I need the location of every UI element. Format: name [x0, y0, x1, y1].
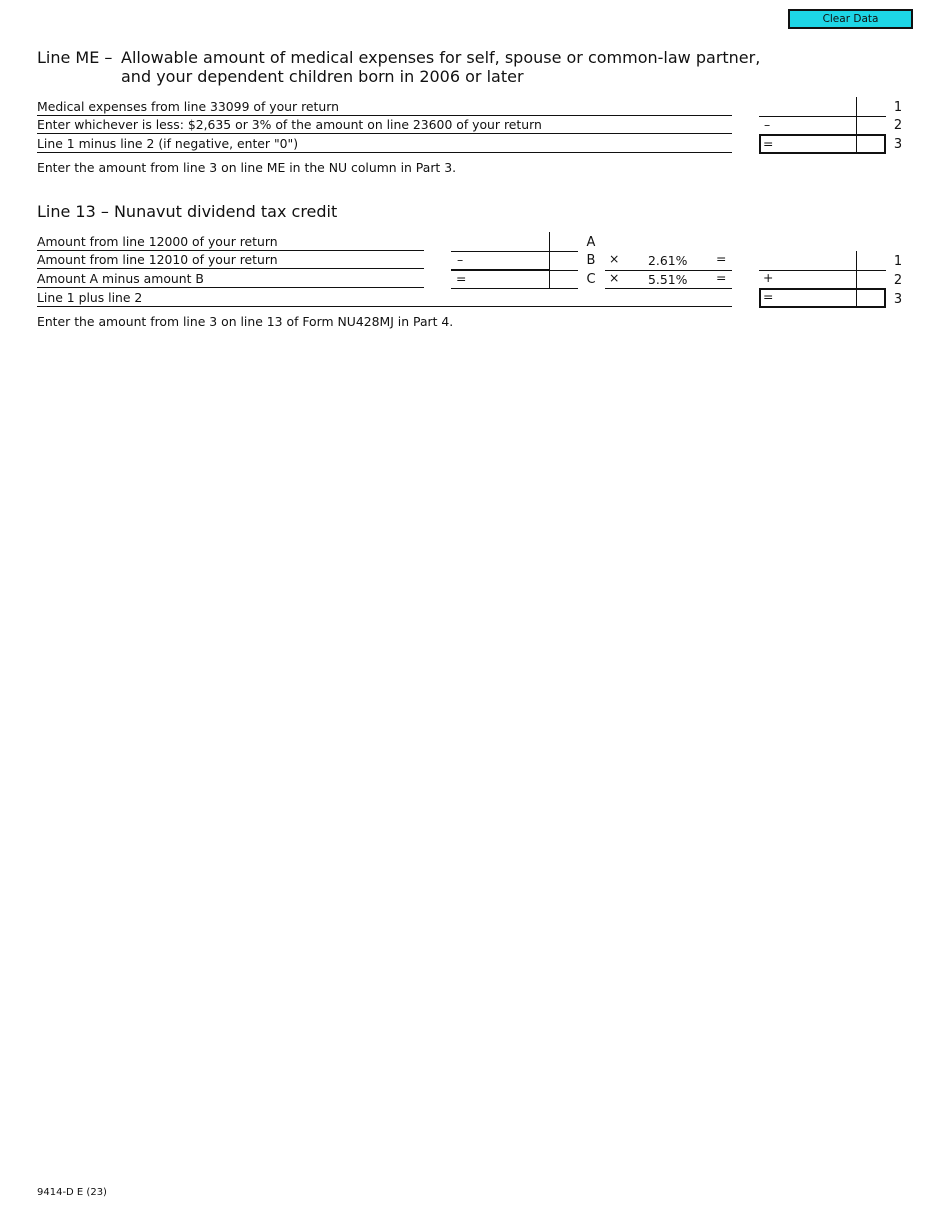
s13-line-number-1: 1	[893, 254, 903, 269]
me-row-2-cents-divider	[856, 116, 857, 135]
me-note: Enter the amount from line 3 on line ME in the NU column in Part 3.	[37, 160, 457, 175]
s13-line-number-2: 2	[893, 273, 903, 288]
s13-row-3-times: ×	[609, 270, 620, 285]
s13-row-4-label: Line 1 plus line 2	[37, 289, 732, 307]
s13-amount-a-dollars-input[interactable]	[451, 234, 548, 250]
s13-row-3-right-operator: +	[763, 270, 774, 285]
s13-letter-b: B	[586, 253, 596, 268]
me-line-number-1: 1	[893, 100, 903, 115]
s13-letter-a: A	[586, 235, 596, 250]
s13-rate-1: 2.61%	[648, 253, 688, 268]
s13-row-1-label: Amount from line 12000 of your return	[37, 233, 424, 251]
s13-amount-cents-divider	[549, 232, 550, 289]
s13-amount-a-underline	[451, 251, 578, 252]
s13-row-2-times: ×	[609, 251, 620, 266]
s13-row-3-label: Amount A minus amount B	[37, 270, 424, 288]
s13-line-number-3: 3	[893, 292, 903, 307]
me-row-1-underline	[759, 116, 886, 117]
form-code: 9414-D E (23)	[37, 1187, 107, 1198]
s13-letter-c: C	[586, 272, 596, 287]
s13-rate-2-underline	[605, 288, 732, 289]
s13-amount-c-underline	[451, 288, 578, 289]
s13-line-3-cents-divider	[856, 289, 857, 307]
s13-line-3-cents-input[interactable]	[858, 290, 884, 306]
s13-rate-2: 5.51%	[648, 272, 688, 287]
s13-row-2-equals: =	[716, 251, 727, 266]
me-row-1-cents-divider	[856, 97, 857, 116]
me-row-1-label: Medical expenses from line 33099 of your return	[37, 98, 732, 116]
me-line-number-3: 3	[893, 137, 903, 152]
s13-amount-c-cents-input[interactable]	[551, 272, 578, 287]
me-line-1-dollars-input[interactable]	[759, 99, 855, 115]
me-row-3-label: Line 1 minus line 2 (if negative, enter "0")	[37, 135, 732, 153]
clear-data-button[interactable]: Clear Data	[788, 9, 913, 29]
s13-row-4-right-operator: =	[763, 289, 774, 304]
s13-amount-b-dollars-input[interactable]	[469, 253, 548, 268]
section-me-title-line2: and your dependent children born in 2006 or later	[121, 67, 524, 86]
me-line-3-dollars-input[interactable]	[776, 136, 855, 152]
s13-line-1-cents-divider	[856, 251, 857, 270]
s13-line-1-dollars-input[interactable]	[759, 253, 855, 269]
s13-line-3-dollars-input[interactable]	[776, 290, 855, 306]
s13-amount-a-cents-input[interactable]	[551, 234, 578, 250]
s13-amount-b-cents-input[interactable]	[551, 253, 578, 268]
s13-amount-b-cents-underline	[549, 270, 578, 271]
section-me-title-line1: Allowable amount of medical expenses for self, spouse or common-law partner,	[121, 48, 761, 67]
s13-rate-1-underline	[605, 270, 732, 271]
s13-row-3-equals: =	[716, 270, 727, 285]
me-row-3-cents-divider	[856, 135, 857, 153]
me-line-number-2: 2	[893, 118, 903, 133]
me-line-2-dollars-input[interactable]	[776, 118, 855, 133]
s13-row-3-operator: =	[456, 271, 467, 286]
s13-line-1-underline	[759, 270, 886, 271]
me-line-1-cents-input[interactable]	[858, 99, 885, 115]
me-line-2-cents-input[interactable]	[858, 118, 885, 133]
me-row-3-operator: =	[763, 136, 774, 151]
s13-line-2-cents-divider	[856, 270, 857, 289]
s13-row-2-operator: –	[457, 252, 464, 267]
me-row-2-operator: –	[764, 117, 771, 132]
section-13-title: Line 13 – Nunavut dividend tax credit	[37, 202, 338, 221]
me-line-3-cents-input[interactable]	[858, 136, 884, 152]
me-row-2-label: Enter whichever is less: $2,635 or 3% of the amount on line 23600 of your return	[37, 116, 732, 134]
s13-amount-c-dollars-input[interactable]	[469, 272, 548, 287]
s13-line-2-dollars-input[interactable]	[776, 272, 855, 287]
s13-row-2-label: Amount from line 12010 of your return	[37, 251, 424, 269]
s13-line-1-cents-input[interactable]	[858, 253, 885, 269]
s13-note: Enter the amount from line 3 on line 13 of Form NU428MJ in Part 4.	[37, 314, 454, 329]
s13-line-2-cents-input[interactable]	[858, 272, 885, 287]
section-me-prefix: Line ME –	[37, 48, 113, 67]
